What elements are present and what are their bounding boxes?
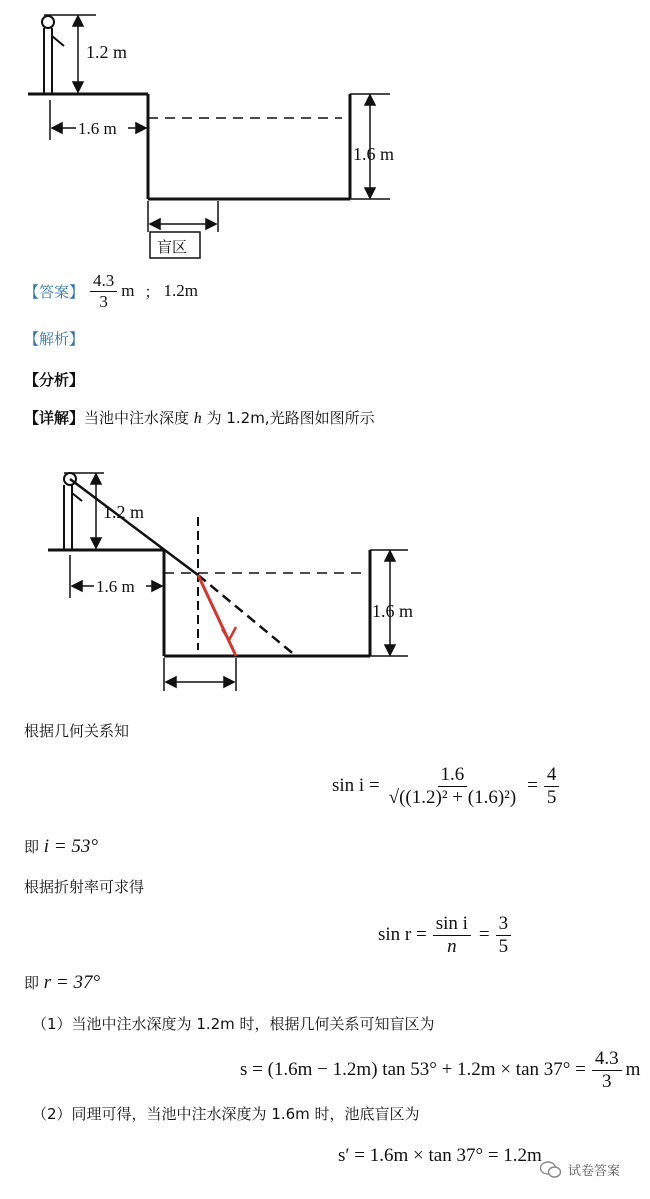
eq1-lhs: sin i =: [332, 775, 380, 796]
eq1-eq: =: [527, 775, 538, 796]
fig2-width-label: 1.6 m: [96, 577, 135, 596]
eq1-rden: 5: [546, 786, 557, 808]
figure-1-pool-diagram: [0, 0, 650, 265]
eq3-num: 4.3: [592, 1048, 622, 1071]
detail-line: [24, 407, 375, 428]
eq1-den: √((1.2)² + (1.6)²): [388, 786, 517, 808]
equation-1: [332, 752, 561, 820]
eq2-fraction: [433, 913, 471, 958]
eq2-lhs: sin r =: [378, 924, 427, 945]
eq3-lhs: s = (1.6m − 1.2m) tan 53° + 1.2m × tan 37° =: [240, 1059, 586, 1080]
answer-frac-den: 3: [99, 291, 108, 311]
line-i: [24, 836, 98, 858]
line-i-prefix: 即: [24, 838, 44, 856]
eq1-result: [544, 764, 560, 809]
geo-text: 根据几何关系知: [24, 722, 130, 740]
eq3-den: 3: [601, 1070, 612, 1092]
refract-text: 根据折射率可求得: [24, 878, 145, 896]
watermark: [540, 1160, 620, 1179]
detail-text-after: 为 1.2m,光路图如图所示: [201, 409, 375, 427]
eq2-rden: 5: [498, 935, 509, 957]
fig2-height-label: 1.2 m: [103, 502, 145, 522]
eq2-num: sin i: [433, 913, 471, 936]
equation-3: [240, 1040, 640, 1100]
eq1-num: 1.6: [438, 764, 468, 787]
fenxi-tag: 【分析】: [24, 371, 85, 389]
eq2-eq: =: [478, 924, 490, 945]
part-2-text: （2）同理可得，当池中注水深度为 1.6m 时，池底盲区为: [32, 1105, 420, 1123]
fig1-depth-label: 1.6 m: [353, 144, 395, 164]
wechat-icon: [540, 1161, 562, 1179]
fig2-depth-label: 1.6 m: [372, 601, 414, 621]
line-r-expr: r = 37°: [43, 972, 101, 993]
answer-second: 1.2m: [163, 281, 198, 300]
answer-fraction: [90, 271, 117, 311]
fig1-height-label: 1.2 m: [86, 42, 128, 62]
fig1-blind-label: 盲区: [157, 238, 188, 256]
line-i-expr: i = 53°: [43, 836, 98, 857]
equation-2: [378, 905, 513, 965]
line-r-prefix: 即: [24, 974, 44, 992]
eq3-fraction: [592, 1048, 622, 1093]
answer-tag: 【答案】: [24, 282, 85, 301]
part-1-text: （1）当池中注水深度为 1.2m 时，根据几何关系可知盲区为: [32, 1015, 435, 1033]
equation-4: s′ = 1.6m × tan 37° = 1.2m: [338, 1145, 542, 1166]
eq2-result: [496, 913, 512, 958]
eq2-rnum: 3: [496, 913, 512, 936]
answer-frac-num: 4.3: [90, 271, 117, 292]
figure-2-light-path-diagram: [0, 455, 650, 715]
eq3-unit: m: [625, 1059, 641, 1080]
fig1-width-label: 1.6 m: [78, 119, 117, 138]
eq1-rnum: 4: [544, 764, 560, 787]
eq2-den: n: [447, 935, 457, 957]
analysis-tag: 【解析】: [24, 330, 85, 348]
line-r: [24, 972, 100, 994]
answer-separator: ；: [144, 282, 160, 301]
detail-tag: 【详解】: [24, 409, 85, 427]
eq1-fraction: [386, 764, 520, 809]
answer-line: [24, 266, 198, 316]
detail-var: h: [193, 410, 202, 427]
person-icon: [42, 16, 64, 94]
watermark-text: 试卷答案: [568, 1164, 621, 1179]
answer-unit: m: [121, 281, 135, 300]
detail-text-before: 当池中注水深度: [84, 409, 194, 427]
